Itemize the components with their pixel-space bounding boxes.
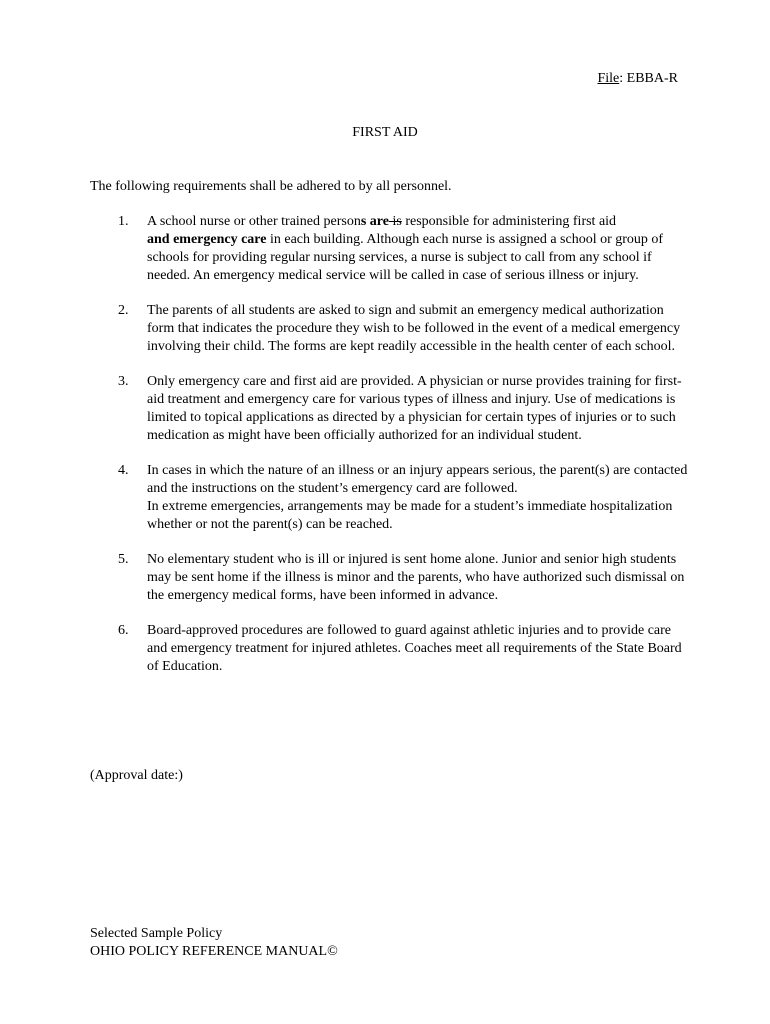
document-title: FIRST AID xyxy=(352,125,418,140)
item-number: 4. xyxy=(118,463,129,478)
item-text: The parents of all students are asked to sign and submit an emergency medical authorization form that indicates the procedure they wish to be followed in the event of a medical emergency involving their child. The forms are kept readily accessible in the health center of each school. xyxy=(147,303,681,354)
file-code-value: : EBBA-R xyxy=(619,71,678,86)
item-text-part: In extreme emergencies, arrangements may be made for a student’s immediate hospitalization whether or not the parent(s) can be reached. xyxy=(147,499,673,532)
item-bold-insert: s are xyxy=(360,214,389,229)
item-number: 5. xyxy=(118,552,129,567)
item-text: Board-approved procedures are followed to guard against athletic injuries and to provide care and emergency treatment for injured athletes. Coaches meet all requirements of the State Board of Education. xyxy=(147,623,682,674)
item-bold-insert: and emergency care xyxy=(147,232,267,247)
requirement-item xyxy=(90,373,690,445)
intro-paragraph: The following requirements shall be adhered to by all personnel. xyxy=(90,179,452,194)
footer xyxy=(90,925,338,961)
file-label: File xyxy=(597,71,620,86)
item-number: 2. xyxy=(118,303,129,318)
item-text: Only emergency care and first aid are provided. A physician or nurse provides training for first-aid treatment and emergency care for various types of illness and injury. Use of medications is limited to topical applications as directed by a physician for certain types of injuries or to such medication as might have been officially authorized for an individual student. xyxy=(147,374,682,443)
requirements-list xyxy=(90,213,690,693)
requirement-item xyxy=(90,213,690,285)
item-text-part: A school nurse or other trained person xyxy=(147,214,361,229)
item-text-part: responsible for administering first aid xyxy=(401,214,617,229)
item-number: 3. xyxy=(118,374,129,389)
item-text xyxy=(147,214,663,283)
file-code xyxy=(597,70,678,88)
footer-line-manual: OHIO POLICY REFERENCE MANUAL© xyxy=(90,944,338,959)
item-text xyxy=(147,463,687,532)
item-text-part: In cases in which the nature of an illness or an injury appears serious, the parent(s) are contacted and the instructions on the student’s emergency card are followed. xyxy=(147,463,688,496)
requirement-item xyxy=(90,302,690,356)
requirement-item xyxy=(90,551,690,605)
requirement-item xyxy=(90,622,690,676)
approval-date: (Approval date:) xyxy=(90,768,183,783)
footer-line-sample-policy: Selected Sample Policy xyxy=(90,926,223,941)
requirement-item xyxy=(90,462,690,534)
item-strikethrough: is xyxy=(388,214,402,229)
item-number: 1. xyxy=(118,214,129,229)
item-text: No elementary student who is ill or injured is sent home alone. Junior and senior high students may be sent home if the illness is minor and the parents, who have authorized such dismissal on the emergency medical forms, have been informed in advance. xyxy=(147,552,685,603)
item-number: 6. xyxy=(118,623,129,638)
item-text-part: in each building. Although each nurse is assigned a school or group of schools for providing regular nursing services, a nurse is subject to call from any school if needed. An emergency medical service will be called in case of serious illness or injury. xyxy=(147,232,664,283)
